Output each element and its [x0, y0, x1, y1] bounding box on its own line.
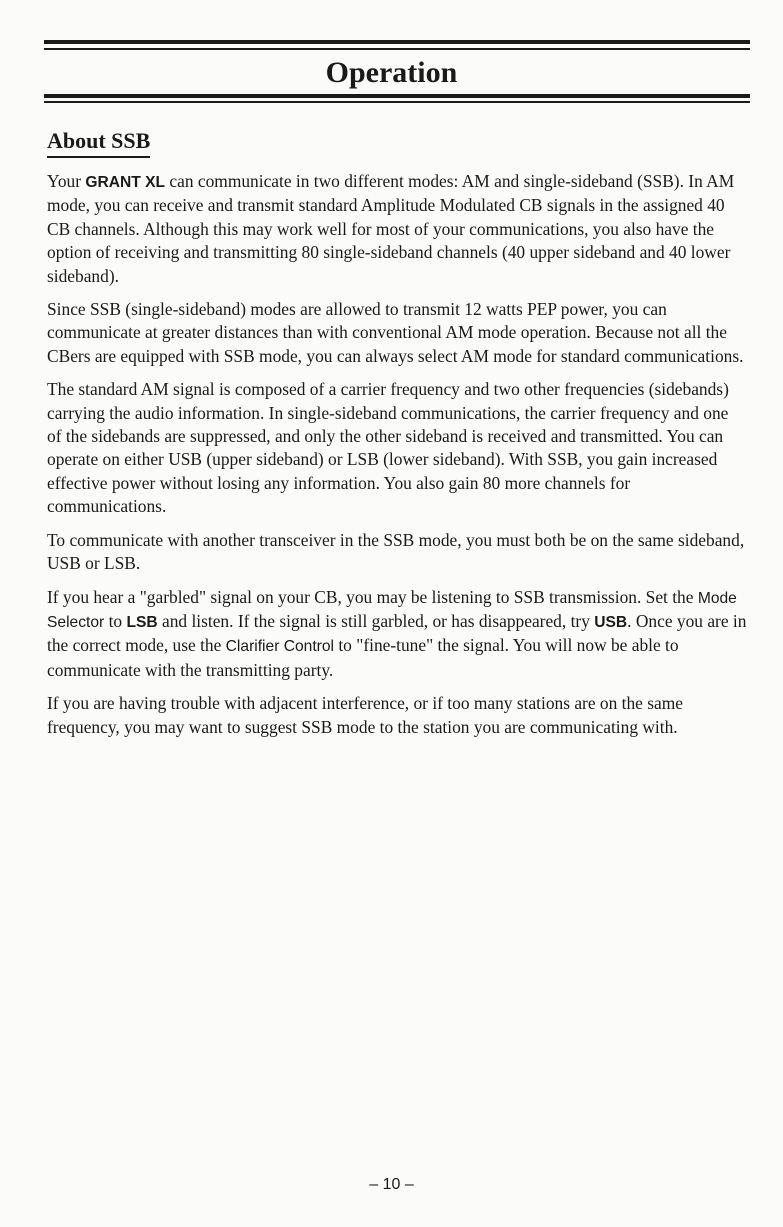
paragraph-4: To communicate with another transceiver in the SSB mode, you must both be on the same sideband, USB or LSB.	[47, 529, 745, 574]
header-rule-top	[44, 40, 750, 44]
paragraph-2: Since SSB (single-sideband) modes are allowed to transmit 12 watts PEP power, you can communicate at greater distances than with conventional AM mode operation. Because not all the CBers are equipped with SSB mode, you can always select AM mode for standard communications.	[47, 299, 744, 366]
body-text	[47, 170, 747, 749]
header-rule-top-thin	[44, 48, 750, 50]
paragraph-6: If you are having trouble with adjacent interference, or if too many stations are on the same frequency, you may want to suggest SSB mode to the station you are communicating with.	[47, 693, 683, 737]
header-rule-bottom	[44, 94, 750, 98]
paragraph-5: If you hear a "garbled" signal on your CB, you may be listening to SSB transmission. Set the Mode Selector to LSB and listen. If the signal is still garbled, or has disappeared, try USB. Once you are in the correct mode, use the Clarifier Control to "fine-tune" the signal. You will now be able to communicate with the transmitting party.	[47, 586, 747, 680]
usb-label: USB	[594, 613, 628, 631]
header-rule-bottom-thin	[44, 101, 750, 103]
page-title: Operation	[325, 56, 458, 89]
paragraph-3: The standard AM signal is composed of a carrier frequency and two other frequencies (sidebands) carrying the audio information. In single-sideband communications, the carrier frequency and one of the sidebands are suppressed, and only the other sideband is received and transmitted. You can operate on either USB (upper sideband) or LSB (lower sideband). With SSB, you gain increased effective power without losing any information. You also gain 80 more channels for communications.	[47, 379, 729, 517]
page-number: – 10 –	[369, 1176, 414, 1193]
paragraph-1: Your GRANT XL can communicate in two different modes: AM and single-sideband (SSB). In AM mode, you can receive and transmit standard Amplitude Modulated CB signals in the assigned 40 CB channels. Although this may work well for most of your communications, you also have the option of receiving and transmitting 80 single-sideband channels (40 upper sideband and 40 lower sideband).	[47, 171, 735, 286]
section-heading: About SSB	[47, 127, 150, 158]
clarifier-control-label: Clarifier Control	[225, 638, 334, 656]
lsb-label: LSB	[126, 613, 158, 631]
mode-selector-label: Mode Selector	[47, 589, 737, 631]
product-name: GRANT XL	[85, 174, 166, 191]
